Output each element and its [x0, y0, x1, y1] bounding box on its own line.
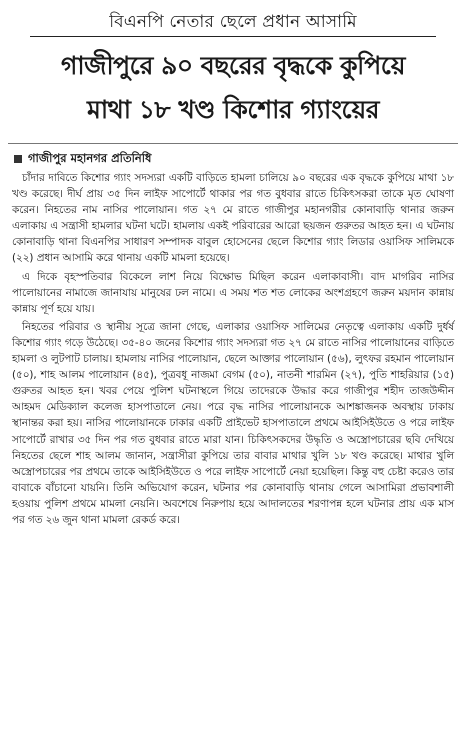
bullet-icon	[14, 155, 22, 163]
byline-text: গাজীপুর মহানগর প্রতিনিধি	[28, 150, 152, 165]
main-headline	[8, 44, 458, 132]
paragraph-3: নিহতের পরিবার ও স্থানীয় সূত্রে জানা গেছে, এলাকার ওয়াসিফ সালিমের নেতৃত্বে এলাকায় একটি দুর্ধর্ষ কিশোর গ্যাং গড়ে উঠেছে। ৩৫-৪০ জনের কিশোর গ্যাং সদস্যরা গত ২৭ মে রাতে নাসির পালোয়ানের বাড়িতে হামলা ও লুটপাট চালায়। হামলায় নাসির পালোয়ান, ছেলে আক্তার পালোয়ান (৫৬), লুৎফর রহমান পালোয়ান (৫০), শাহ আলম পালোয়ান (৪৫), পুত্রবধূ নাজমা বেগম (৫০), নাতনী শারমিন (২৭), পুতি শাহরিয়ার (১৫) গুরুতর আহত হন। খবর পেয়ে পুলিশ ঘটনাস্থলে গিয়ে তাদেরকে উদ্ধার করে গাজীপুর শহীদ তাজউদ্দীন আহমদ মেডিক্যাল কলেজ হাসপাতালে নেয়। পরে বৃদ্ধ নাসির পালোয়ানকে আশঙ্কাজনক অবস্থায় ঢাকায় স্থানান্তর করা হয়। নাসির পালোয়ানকে ঢাকার একটি প্রাইভেট হাসপাতালে প্রথমে আইসিইউতে ও পরে লাইফ সাপোর্টে রাখার ৩৫ দিন পর গত বুধবার রাতে মারা যান। চিকিৎসকদের উদ্ধৃতি ও অস্ত্রোপচারের ছবি দেখিয়ে নিহতের ছেলে শাহ আলম জানান, সন্ত্রাসীরা কুপিয়ে তার বাবার মাথার খুলি ১৮ খণ্ড করেছে। মাথার খুলি অস্ত্রোপচারের পর প্রথমে তাকে আইসিইউতে ও পরে লাইফ সাপোর্টে নেয়া হয়েছিল। কিন্তু বহু চেষ্টা করেও তার বাবাকে বাঁচানো যায়নি। তিনি অভিযোগ করেন, ঘটনার পর কোনাবাড়ি থানায় গেলে আসামিরা প্রভাবশালী হওয়ায় পুলিশ প্রথমে মামলা নেয়নি। অবশেষে নিরুপায় হয়ে আদালতের শরণাপন্ন হলে ঘটনার প্রায় এক মাস পর গত ২৬ জুন থানা মামলা রেকর্ড করে।	[12, 320, 454, 526]
paragraph-2: এ দিকে বৃহস্পতিবার বিকেলে লাশ নিয়ে বিক্ষোভ মিছিল করেন এলাকাবাসী। বাদ মাগরিব নাসির পালোয়ানের নামাজে জানাযায় মানুষের ঢল নামে। এ সময় শত শত লোকের অংশগ্রহণে জরুন ময়দান কান্নায় কান্নায় পূর্ণ হয়ে যায়।	[12, 270, 454, 315]
headline-line-2: মাথা ১৮ খণ্ড কিশোর গ্যাংয়ের	[86, 95, 380, 124]
kicker-headline: বিএনপি নেতার ছেলে প্রধান আসামি	[30, 10, 436, 37]
divider	[8, 143, 458, 144]
byline	[14, 150, 151, 168]
headline-line-1: গাজীপুরে ৯০ বছরের বৃদ্ধকে কুপিয়ে	[61, 51, 405, 80]
article-body	[12, 170, 454, 528]
paragraph-1: চাঁদার দাবিতে কিশোর গ্যাং সদস্যরা একটি বাড়িতে হামলা চালিয়ে ৯০ বছরের এক বৃদ্ধকে কুপিয়ে মাথা ১৮ খণ্ড করেছে। দীর্ঘ প্রায় ৩৫ দিন লাইফ সাপোর্টে থাকার পর গত বুধবার রাতে চিকিৎসকরা তাকে মৃত ঘোষণা করেন। নিহতের নাম নাসির পালোয়ান। গত ২৭ মে রাতে গাজীপুর মহানগরীর কোনাবাড়ি থানার জরুন এলাকায় এ সন্ত্রাসী হামলার ঘটনা ঘটে। হামলায় একই পরিবারের আরো ছয়জন গুরুতর আহত হন। এ ঘটনায় কোনাবাড়ি থানা বিএনপির সাধারণ সম্পাদক বাবুল হোসেনের ছেলে কিশোর গ্যাং লিডার ওয়াসিফ সালিমকে (২২) প্রধান আসামি করে থানায় একটি মামলা হয়েছে।	[12, 172, 454, 265]
